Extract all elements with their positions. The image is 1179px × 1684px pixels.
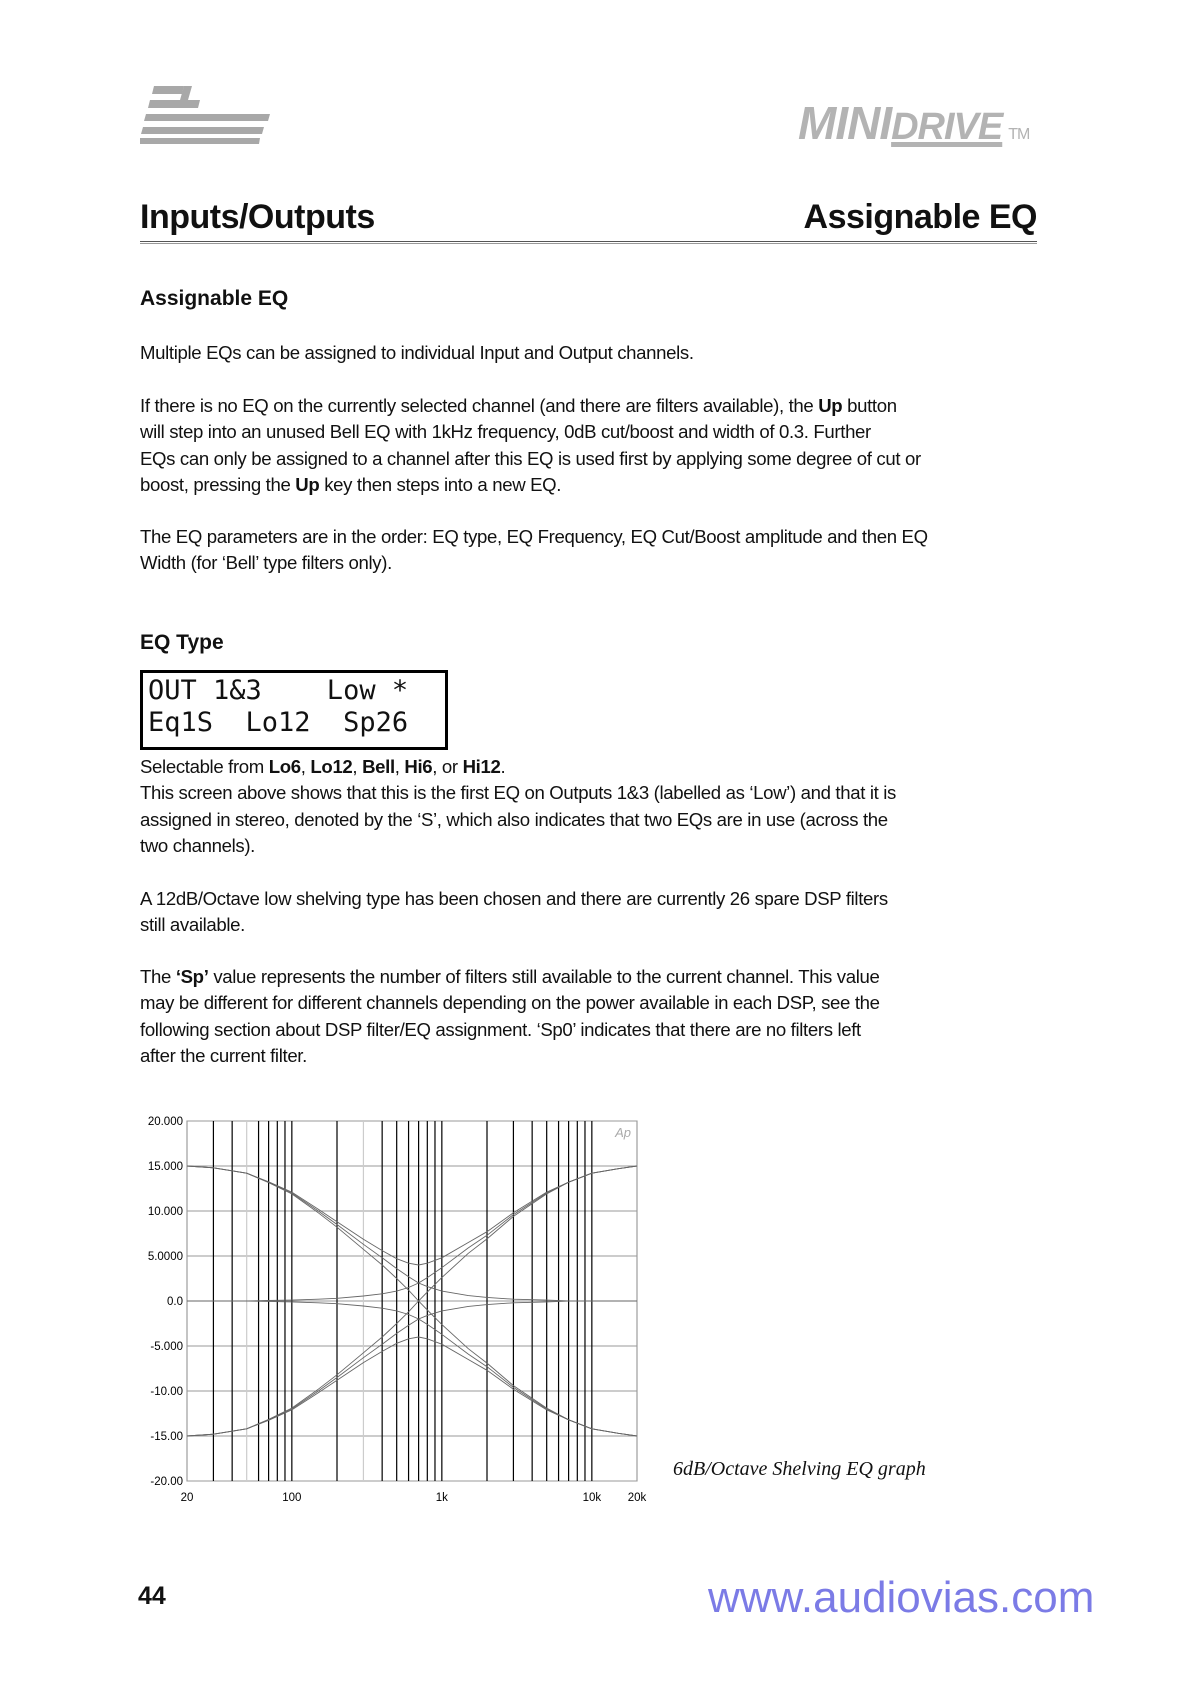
lcd-display bbox=[140, 670, 448, 750]
y-tick-label: 5.0000 bbox=[147, 1251, 183, 1263]
text-line bbox=[140, 340, 694, 366]
logo-mini: MINI bbox=[798, 97, 892, 149]
eq-graph bbox=[130, 1105, 660, 1504]
paragraph bbox=[140, 754, 896, 860]
page-number: 44 bbox=[138, 1582, 166, 1610]
text-segment: Selectable from bbox=[140, 756, 269, 777]
bold-text: Lo12 bbox=[310, 756, 353, 777]
minidrive-logo bbox=[798, 96, 1029, 150]
text-segment: The EQ parameters are in the order: EQ type, EQ Frequency, EQ Cut/Boost amplitude and then EQ bbox=[140, 526, 928, 547]
text-segment: button bbox=[842, 395, 897, 416]
paragraph bbox=[140, 393, 921, 499]
text-line bbox=[140, 393, 921, 419]
paragraph bbox=[140, 524, 928, 577]
x-tick-label: 20k bbox=[627, 1492, 647, 1504]
y-tick-label: -20.00 bbox=[150, 1476, 183, 1488]
section-title: Inputs/Outputs bbox=[140, 198, 375, 236]
text-segment: still available. bbox=[140, 914, 245, 936]
text-line bbox=[140, 807, 896, 833]
graph-caption: 6dB/Octave Shelving EQ graph bbox=[673, 1458, 926, 1480]
heading-assignable-eq: Assignable EQ bbox=[140, 287, 289, 310]
text-segment: , or bbox=[432, 756, 463, 777]
text-segment: key then steps into a new EQ. bbox=[319, 474, 562, 496]
text-line bbox=[140, 964, 880, 990]
x-tick-label: 100 bbox=[282, 1492, 302, 1504]
text-segment: following section about DSP filter/EQ assignment. ‘Sp0’ indicates that there are no filters left bbox=[140, 1018, 861, 1040]
text-line bbox=[140, 1043, 880, 1069]
text-segment: This screen above shows that this is the first EQ on Outputs 1&3 (labelled as ‘Low’) and that it is bbox=[140, 782, 896, 804]
ap-watermark: Ap bbox=[615, 1125, 631, 1140]
text-line bbox=[140, 754, 896, 780]
logo-drive: DRIVE bbox=[891, 106, 1003, 148]
lcd-line-2: Eq1S Lo12 Sp26 bbox=[148, 707, 409, 738]
bold-text: Hi6 bbox=[404, 756, 433, 777]
lcd-line-1: OUT 1&3 Low * bbox=[148, 675, 409, 706]
bold-text: Up bbox=[818, 395, 843, 416]
text-line bbox=[140, 990, 880, 1016]
text-segment: Width (for ‘Bell’ type filters only). bbox=[140, 552, 392, 574]
bss-logo bbox=[140, 86, 270, 144]
text-segment: EQs can only be assigned to a channel after this EQ is used first by applying some degree of cut or bbox=[140, 447, 921, 469]
y-tick-label: -5.000 bbox=[150, 1341, 183, 1353]
text-segment: , bbox=[352, 756, 363, 777]
text-line bbox=[140, 524, 928, 550]
bold-text: Lo6 bbox=[268, 756, 301, 777]
y-tick-label: 20.000 bbox=[147, 1116, 183, 1128]
text-segment: , bbox=[394, 756, 405, 777]
text-line bbox=[140, 912, 888, 938]
text-line bbox=[140, 446, 921, 472]
text-segment: will step into an unused Bell EQ with 1kHz frequency, 0dB cut/boost and width of 0.3. Further bbox=[140, 421, 871, 443]
y-tick-label: -10.00 bbox=[150, 1386, 183, 1398]
text-segment: . bbox=[500, 756, 506, 777]
text-line bbox=[140, 780, 896, 806]
text-segment: A 12dB/Octave low shelving type has been chosen and there are currently 26 spare DSP filters bbox=[140, 888, 888, 909]
bold-text: Hi12 bbox=[462, 756, 501, 777]
bold-text: ‘Sp’ bbox=[175, 966, 209, 987]
x-tick-label: 1k bbox=[435, 1492, 448, 1504]
text-segment: value represents the number of filters still available to the current channel. This value bbox=[208, 966, 880, 987]
text-line bbox=[140, 550, 928, 576]
bold-text: Up bbox=[295, 474, 320, 496]
text-segment: Multiple EQs can be assigned to individual Input and Output channels. bbox=[140, 342, 694, 363]
text-line bbox=[140, 833, 896, 859]
text-segment: after the current filter. bbox=[140, 1045, 307, 1067]
y-tick-label: -15.00 bbox=[150, 1431, 183, 1443]
text-line bbox=[140, 886, 888, 912]
text-segment: two channels). bbox=[140, 835, 255, 857]
text-line bbox=[140, 419, 921, 445]
y-tick-label: 0.0 bbox=[167, 1296, 183, 1308]
text-segment: assigned in stereo, denoted by the ‘S’, which also indicates that two EQs are in use (across the bbox=[140, 808, 888, 830]
text-segment: The bbox=[140, 966, 176, 987]
page-title: Assignable EQ bbox=[803, 198, 1037, 236]
website-link[interactable]: www.audiovias.com bbox=[708, 1573, 1095, 1622]
text-segment: may be different for different channels depending on the power available in each DSP, see the bbox=[140, 992, 880, 1014]
logo-tm: TM bbox=[1008, 126, 1030, 143]
header-rule bbox=[140, 241, 1037, 244]
text-line bbox=[140, 472, 921, 498]
bold-text: Bell bbox=[362, 756, 395, 777]
paragraph bbox=[140, 964, 880, 1070]
paragraph bbox=[140, 886, 888, 939]
heading-eq-type: EQ Type bbox=[140, 631, 224, 654]
text-segment: boost, pressing the bbox=[140, 474, 296, 496]
y-tick-label: 10.000 bbox=[147, 1206, 183, 1218]
x-tick-label: 10k bbox=[582, 1492, 602, 1504]
y-tick-label: 15.000 bbox=[147, 1161, 183, 1173]
x-tick-label: 20 bbox=[180, 1492, 194, 1504]
text-segment: If there is no EQ on the currently selected channel (and there are filters available), the bbox=[140, 395, 819, 416]
paragraph bbox=[140, 340, 694, 366]
text-segment: , bbox=[300, 756, 311, 777]
text-line bbox=[140, 1017, 880, 1043]
